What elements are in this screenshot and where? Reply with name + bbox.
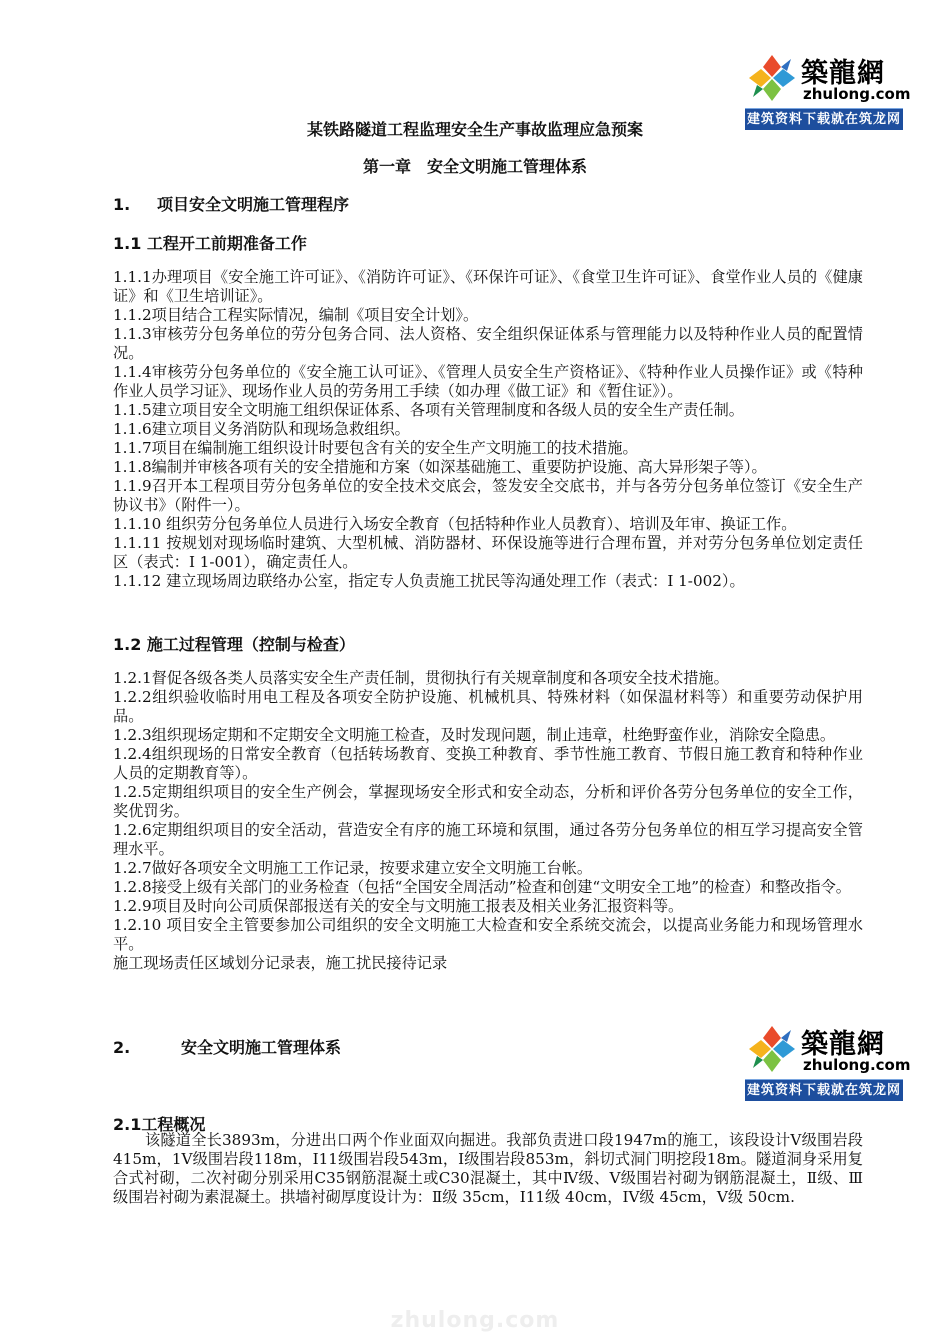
- list-item: 1.1.4审核劳分包务单位的《安全施工认可证》、《管理人员安全生产资格证》、《特种作业人员操作证》或《特种作业人员学习证》、现场作业人员的劳务用工手续（如办理《做工证》和《暂住证》）。: [113, 363, 863, 400]
- subsection-heading-1-2: 1.2 施工过程管理（控制与检查）: [113, 635, 355, 654]
- section-title: 项目安全文明施工管理程序: [157, 195, 350, 214]
- list-item: 1.2.6定期组织项目的安全活动，营造安全有序的施工环境和氛围，通过各劳分包务单位的相互学习提高安全管理水平。: [113, 821, 863, 858]
- section-1-1-body: [113, 268, 863, 591]
- list-item: 1.1.6建立项目义务消防队和现场急救组织。: [113, 420, 410, 438]
- section-title: 安全文明施工管理体系: [181, 1038, 342, 1057]
- list-item: 1.1.11 按规划对现场临时建筑、大型机械、消防器材、环保设施等进行合理布置，并对劳分包务单位划定责任区（表式：Ⅰ 1-001），确定责任人。: [113, 534, 863, 571]
- list-item: 1.2.10 项目安全主管要参加公司组织的安全文明施工大检查和安全系统交流会，以提高业务能力和现场管理水平。: [113, 916, 863, 953]
- chapter-title: 第一章 安全文明施工管理体系: [362, 157, 587, 176]
- pinwheel-icon: [747, 53, 797, 103]
- footer-watermark: zhulong.com: [390, 1308, 560, 1333]
- list-item: 1.1.10 组织劳分包务单位人员进行入场安全教育（包括特种作业人员教育）、培训及年审、换证工作。: [113, 515, 797, 533]
- paragraph: 该隧道全长3893m，分进出口两个作业面双向掘进。我部负责进口段1947m的施工，该段设计Ⅴ级围岩段415m，1V级围岩段118m，I11级围岩段543m，Ⅰ级围岩段853m，斜切式洞门明挖段18m。隧道洞身采用复合式衬砌，二次衬砌分别采用C35钢筋混凝土或C30混凝土，其中Ⅳ级、Ⅴ级围岩衬砌为钢筋混凝土，Ⅱ级、Ⅲ级围岩衬砌为素混凝土。拱墙衬砌厚度设计为：Ⅱ级 35cm，I11级 40cm，IV级 45cm，Ⅴ级 50cm.: [113, 1131, 863, 1206]
- list-item: 1.1.1办理项目《安全施工许可证》、《消防许可证》、《环保许可证》、《食堂卫生许可证》、食堂作业人员的《健康证》和《卫生培训证》。: [113, 268, 863, 305]
- subsection-heading-1-1: 1.1 工程开工前期准备工作: [113, 234, 307, 253]
- list-item: 1.2.5定期组织项目的安全生产例会，掌握现场安全形式和安全动态，分析和评价各劳分包务单位的安全工作，奖优罚劣。: [113, 783, 863, 820]
- list-item: 1.1.8编制并审核各项有关的安全措施和方案（如深基础施工、重要防护设施、高大异形架子等）。: [113, 458, 767, 476]
- logo-middle: [745, 1020, 911, 1100]
- list-item: 1.2.9项目及时向公司质保部报送有关的安全与文明施工报表及相关业务汇报资料等。: [113, 897, 684, 915]
- logo-english-text: zhulong.com: [803, 85, 911, 103]
- list-item: 1.1.5建立项目安全文明施工组织保证体系、各项有关管理制度和各级人员的安全生产责任制。: [113, 401, 744, 419]
- section-number: 1.: [113, 195, 131, 214]
- list-item: 施工现场责任区域划分记录表，施工扰民接待记录: [113, 954, 448, 972]
- list-item: 1.2.2组织验收临时用电工程及各项安全防护设施、机械机具、特殊材料（如保温材料等）和重要劳动保护用品。: [113, 688, 863, 725]
- list-item: 1.1.7项目在编制施工组织设计时要包含有关的安全生产文明施工的技术措施。: [113, 439, 638, 457]
- list-item: 1.2.7做好各项安全文明施工工作记录，按要求建立安全文明施工台帐。: [113, 859, 593, 877]
- section-heading-2: [113, 1035, 341, 1058]
- list-item: 1.1.2项目结合工程实际情况，编制《项目安全计划》。: [113, 306, 479, 324]
- section-2-1-body: [113, 1131, 863, 1207]
- logo-chinese-text: 築龍網: [801, 58, 885, 89]
- logo-banner: 建筑资料下载就在筑龙网: [745, 1079, 903, 1101]
- section-heading-1: [113, 192, 349, 215]
- list-item: 1.2.8接受上级有关部门的业务检查（包括“全国安全周活动”检查和创建“文明安全工地”的检查）和整改指令。: [113, 878, 851, 896]
- section-number: 2.: [113, 1038, 131, 1057]
- list-item: 1.2.4组织现场的日常安全教育（包括转场教育、变换工种教育、季节性施工教育、节假日施工教育和特种作业人员的定期教育等）。: [113, 745, 863, 782]
- subsection-heading-2-1: 2.1工程概况: [113, 1115, 206, 1134]
- list-item: 1.1.3审核劳分包务单位的劳分包务合同、法人资格、安全组织保证体系与管理能力以及特种作业人员的配置情况。: [113, 325, 863, 362]
- document-title: 某铁路隧道工程监理安全生产事故监理应急预案: [306, 120, 643, 139]
- logo-chinese-text: 築龍網: [801, 1029, 885, 1060]
- pinwheel-icon: [747, 1024, 797, 1074]
- logo-banner: 建筑资料下载就在筑龙网: [745, 108, 903, 130]
- list-item: 1.1.12 建立现场周边联络办公室，指定专人负责施工扰民等沟通处理工作（表式：Ⅰ 1-002）。: [113, 572, 745, 590]
- list-item: 1.1.9召开本工程项目劳分包务单位的安全技术交底会，签发安全交底书，并与各劳分包务单位签订《安全生产协议书》（附件一）。: [113, 477, 863, 514]
- logo-english-text: zhulong.com: [803, 1056, 911, 1074]
- section-1-2-body: [113, 669, 863, 973]
- list-item: 1.2.3组织现场定期和不定期安全文明施工检查，及时发现问题，制止违章，杜绝野蛮作业，消除安全隐患。: [113, 726, 836, 744]
- list-item: 1.2.1督促各级各类人员落实安全生产责任制，贯彻执行有关规章制度和各项安全技术措施。: [113, 669, 729, 687]
